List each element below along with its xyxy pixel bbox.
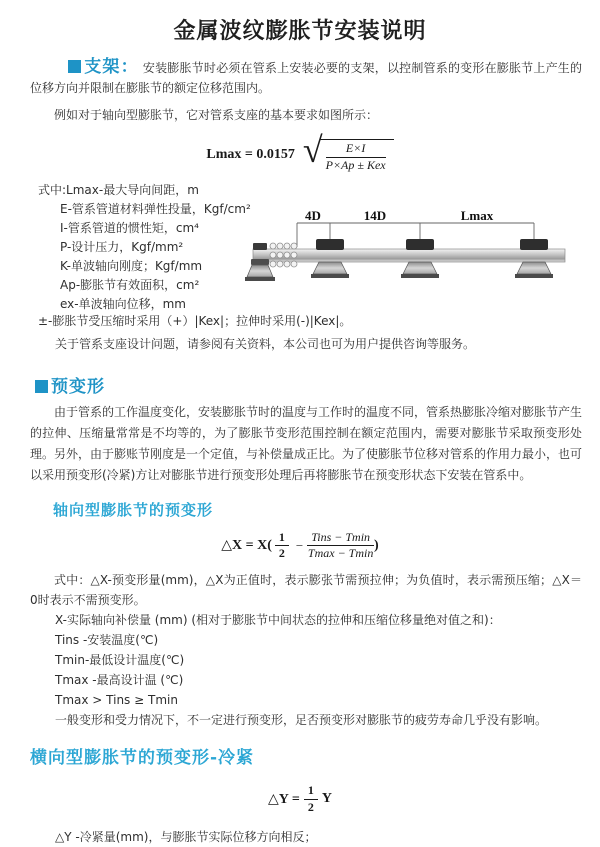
formula-dx-lhs: △X = X( bbox=[221, 538, 272, 554]
formula-dy-rhs: Y bbox=[321, 791, 332, 807]
definition-line: 式中:Lmax-最大导向间距，m bbox=[38, 182, 199, 197]
section-square-icon bbox=[68, 60, 81, 73]
formula-lmax bbox=[0, 130, 600, 173]
sqrt-radical bbox=[302, 130, 394, 173]
minus-operator: − bbox=[295, 537, 304, 553]
fraction-numerator: E×I bbox=[326, 142, 386, 158]
formula-lmax-lhs: Lmax = 0.0157 bbox=[206, 146, 295, 162]
one-half-fraction: $\frac{1}{2}$ bbox=[304, 784, 318, 815]
definition-line: E-管系管道材料弹性投量，Kgf/cm² bbox=[60, 201, 251, 216]
temperature-fraction: $\frac{\text{Tins − Tmin}}{Tmax - Tmin}$ bbox=[307, 529, 374, 561]
axial-note-2: X-实际轴向补偿量 (mm) (相对于膨胀节中间状态的拉伸和压缩位移量绝对值之和)： bbox=[55, 613, 501, 628]
support-intro-paragraph bbox=[30, 57, 582, 98]
formula-delta-x bbox=[0, 531, 600, 562]
definition-line: P-设计压力，Kgf/mm² bbox=[60, 239, 184, 254]
definition-line: ex-单波轴向位移，mm bbox=[60, 296, 186, 311]
support-section-heading: 支架： bbox=[84, 57, 139, 77]
support-example-line: 例如对于轴向型膨胀节，它对管系支座的基本要求如图所示： bbox=[54, 108, 379, 122]
axial-subheading: 轴向型膨胀节的预变形 bbox=[53, 500, 214, 519]
axial-note-3: 一般变形和受力情况下，不一定进行预变形，足否预变形对膨胀节的疲劳寿命几乎没有影响。 bbox=[55, 713, 548, 728]
formula-delta-y bbox=[0, 784, 600, 815]
definition-line: I-管系管道的惯性矩，cm⁴ bbox=[60, 220, 199, 235]
axial-note-1: 式中：△X-预变形量(mm)，△X为正值时，表示膨张节需预拉伸；为负值时，表示需预压缩；△X＝0时表示不需预变形。 bbox=[30, 573, 582, 608]
support-intro-text: 安装膨胀节时必须在管系上安装必要的支架，以控制管系的变形在膨胀节上产生的位移方向并限制在膨胀节的额定位移范围内。 bbox=[30, 61, 582, 95]
formula-lmax-fraction bbox=[326, 142, 386, 173]
dim-label-lmax: Lmax bbox=[460, 210, 494, 223]
sqrt-symbol: √ bbox=[302, 130, 323, 170]
lateral-note: △Y -冷紧量(mm)，与膨胀节实际位移方向相反； bbox=[55, 829, 317, 844]
temp-line: Tmin-最低设计温度(℃) bbox=[55, 653, 185, 668]
dim-label-14d: 14D bbox=[363, 210, 387, 223]
lateral-subheading: 横向型膨胀节的预变形-冷紧 bbox=[30, 748, 255, 769]
definitions-and-diagram bbox=[38, 181, 600, 309]
axial-notes bbox=[30, 570, 582, 730]
document-page bbox=[0, 14, 600, 844]
consult-note: 关于管系支座设计问题，请参阅有关资料，本公司也可为用户提供咨询等服务。 bbox=[55, 336, 476, 351]
formula-dx-rhs: ) bbox=[374, 537, 379, 553]
definition-line: K-单波轴向刚度；Kgf/mm bbox=[60, 258, 203, 273]
pipe bbox=[253, 249, 565, 262]
temp-line: Tmax -最高设计温 (℃) bbox=[55, 673, 184, 688]
pm-note: ±-膨胀节受压缩时采用（+）|Kex|；拉伸时采用(-)|Kex|。 bbox=[38, 313, 352, 328]
formula-dy-lhs: △Y = bbox=[268, 791, 300, 807]
predeform-section-heading-row bbox=[35, 372, 600, 397]
predeform-section-heading: 预变形 bbox=[51, 376, 105, 397]
temp-line: Tmax > Tins ≥ Tmin bbox=[55, 693, 178, 708]
page-title: 金属波纹膨胀节安装说明 bbox=[173, 19, 427, 44]
pipe-support-diagram bbox=[245, 211, 577, 307]
one-half-fraction: $\frac{1}{2}$ bbox=[275, 531, 289, 562]
dim-label-4d: 4D bbox=[305, 210, 321, 223]
definition-line: Ap-膨胀节有效面积，cm² bbox=[60, 277, 200, 292]
temp-line: Tins -安装温度(℃) bbox=[55, 633, 159, 648]
predeform-paragraph: 由于管系的工作温度变化，安装膨胀节时的温度与工作时的温度不同，管系热膨胀冷缩对膨胀节产生的拉伸、压缩量常常是不均等的，为了膨胀节变形范围控制在额定范围内，需要对膨胀节采取预变形处理。另外，由于膨账节刚度是一个定值，与补偿量成正比。为了使膨胀节位移对管系的作用力最小，也可以采用预变形(冷紧)方让对膨胀节进行预变形处理后再将膨胀节在预变形状态下安装在管系中。 bbox=[30, 404, 583, 482]
fraction-denominator: P×Ap ± Kex bbox=[325, 157, 386, 172]
section-square-icon bbox=[35, 380, 48, 393]
